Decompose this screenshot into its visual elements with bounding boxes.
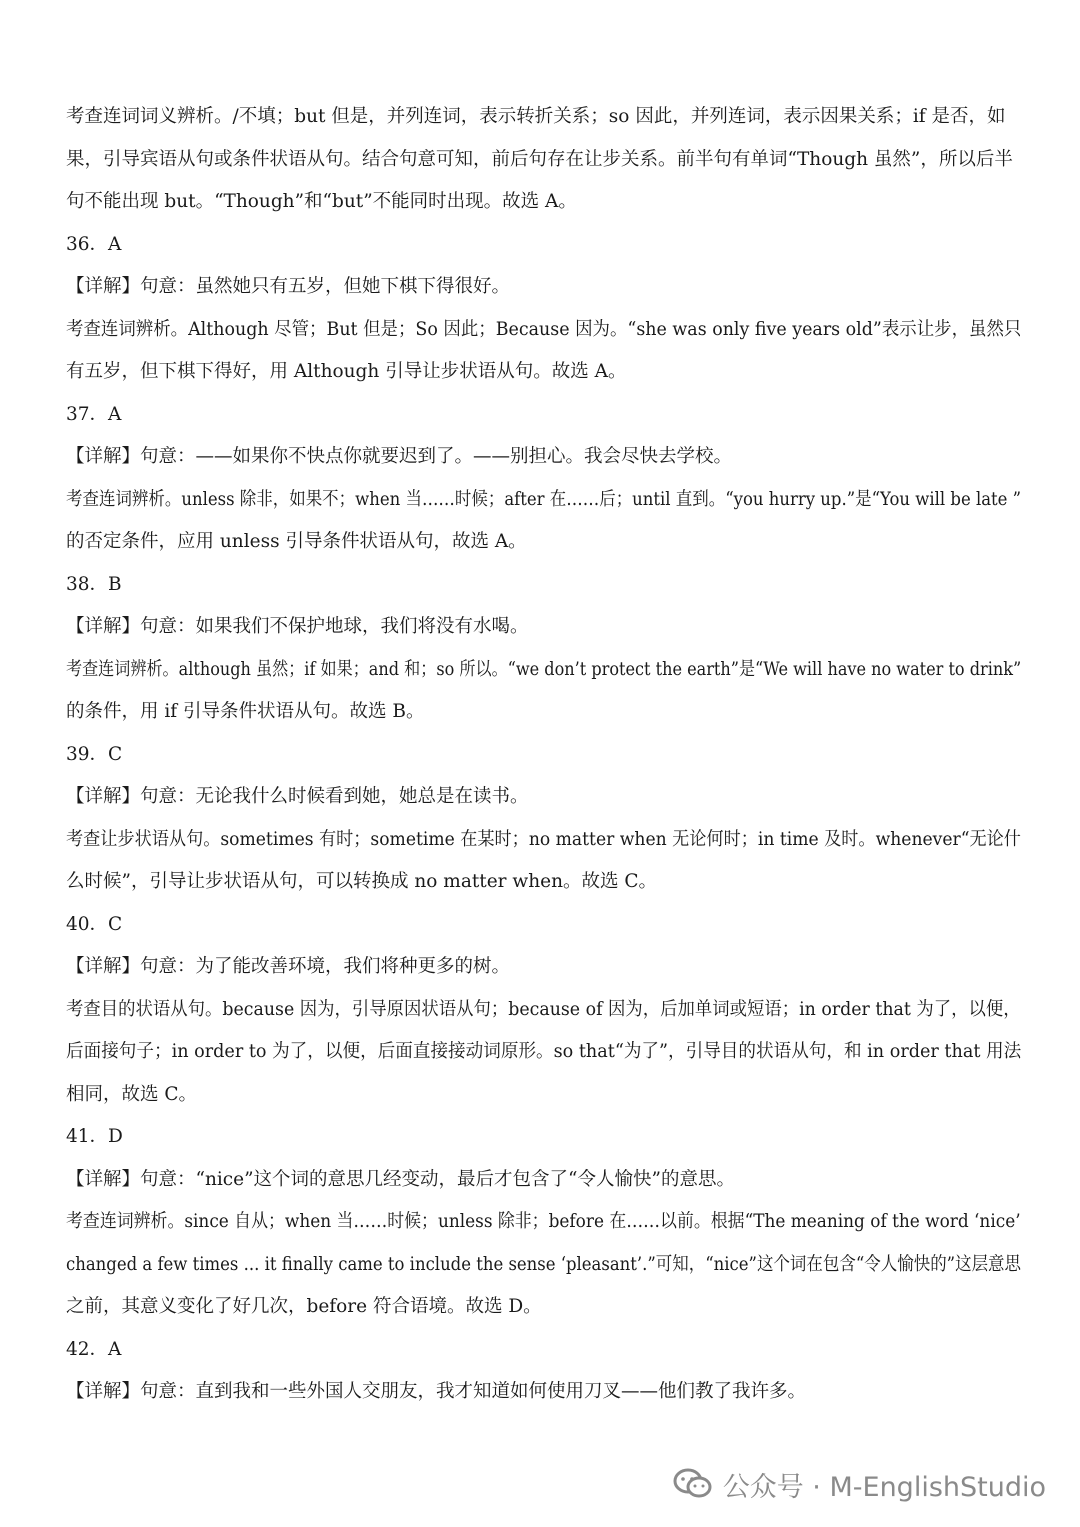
text-line: 考查让步状语从句。sometimes 有时；sometime 在某时；no matter when 无论何时；in time 及时。whenever“无论什: [66, 828, 1021, 850]
answer-number: 41．D: [66, 1126, 123, 1147]
sentence-meaning: [66, 266, 1021, 309]
sentence-meaning: [66, 946, 1021, 989]
explanation-paragraph: [66, 1201, 1021, 1329]
text-line: 相同，故选 C。: [66, 1083, 198, 1105]
text-line: 【详解】句意：“nice”这个词的意思几经变动，最后才包含了“令人愉快”的意思。: [66, 1168, 735, 1190]
text-line: 考查目的状语从句。because 因为，引导原因状语从句；because of 因为，后加单词或短语；in order that 为了，以便，: [66, 998, 1021, 1020]
text-line: 之前，其意义变化了好几次，before 符合语境。故选 D。: [66, 1296, 542, 1317]
wechat-icon: [673, 1467, 713, 1501]
sentence-meaning: [66, 776, 1021, 819]
sentence-meaning: [66, 606, 1021, 649]
sentence-meaning: [66, 1371, 1021, 1414]
answer-number: 42．A: [66, 1338, 122, 1360]
document-body: [66, 96, 1021, 1414]
explanation-paragraph: [66, 819, 1021, 904]
explanation-paragraph: [66, 649, 1021, 734]
text-line: 【详解】句意：为了能改善环境，我们将种更多的树。: [66, 956, 511, 977]
watermark: [673, 1462, 1046, 1506]
text-line: 句不能出现 but。“Though”和“but”不能同时出现。故选 A。: [66, 191, 577, 212]
text-line: 【详解】句意：虽然她只有五岁，但她下棋下得很好。: [66, 276, 511, 297]
text-line: 考查连词辨析。unless 除非，如果不；when 当……时候；after 在……后；until 直到。“you hurry up.”是“You will be late ”: [66, 488, 1022, 510]
explanation-paragraph: [66, 309, 1021, 394]
text-line: 后面接句子；in order to 为了，以便，后面直接接动词原形。so that“为了”，引导目的状语从句，和 in order that 用法: [66, 1041, 1022, 1062]
text-line: 么时候”，引导让步状语从句，可以转换成 no matter when。故选 C。: [66, 871, 658, 892]
text-line: 考查连词辨析。Although 尽管；But 但是；So 因此；Because 因为。“she was only five years old”表示让步，虽然只: [66, 318, 1022, 340]
text-line: 果，引导宾语从句或条件状语从句。结合句意可知，前后句存在让步关系。前半句有单词“Though 虽然”，所以后半: [66, 148, 1013, 170]
explanation-paragraph: [66, 96, 1021, 224]
text-line: 的条件，用 if 引导条件状语从句。故选 B。: [66, 701, 425, 722]
explanation-paragraph: [66, 479, 1021, 564]
text-line: 【详解】句意：如果我们不保护地球，我们将没有水喝。: [66, 616, 529, 637]
sentence-meaning: [66, 1159, 1021, 1202]
text-line: 【详解】句意：直到我和一些外国人交朋友，我才知道如何使用刀叉——他们教了我许多。: [66, 1381, 807, 1402]
answer-number: 39．C: [66, 743, 123, 765]
text-line: changed a few times ... it finally came to include the sense ‘pleasant’.”可知，“nice”这个词在包含“令人愉快的”这层意思: [66, 1253, 1022, 1275]
text-line: 【详解】句意：——如果你不快点你就要迟到了。——别担心。我会尽快去学校。: [66, 446, 733, 467]
answer-number: 40．C: [66, 913, 123, 935]
explanation-paragraph: [66, 989, 1021, 1117]
sentence-meaning: [66, 436, 1021, 479]
text-line: 【详解】句意：无论我什么时候看到她，她总是在读书。: [66, 786, 529, 807]
answer-number: 37．A: [66, 403, 122, 425]
text-line: 考查连词词义辨析。/不填；but 但是，并列连词，表示转折关系；so 因此，并列连词，表示因果关系；if 是否，如: [66, 106, 1006, 127]
watermark-text: 公众号 · M-EnglishStudio: [722, 1471, 1046, 1503]
text-line: 考查连词辨析。since 自从；when 当……时候；unless 除非；before 在……以前。根据“The meaning of the word ‘nice’: [66, 1211, 1021, 1232]
answer-number: 36．A: [66, 233, 122, 255]
text-line: 考查连词辨析。although 虽然；if 如果；and 和；so 所以。“we don’t protect the earth”是“We will have no water to drink”: [66, 658, 1022, 680]
text-line: 有五岁，但下棋下得好，用 Although 引导让步状语从句。故选 A。: [66, 361, 627, 382]
text-line: 的否定条件，应用 unless 引导条件状语从句，故选 A。: [66, 531, 527, 552]
answer-number: 38．B: [66, 573, 122, 595]
